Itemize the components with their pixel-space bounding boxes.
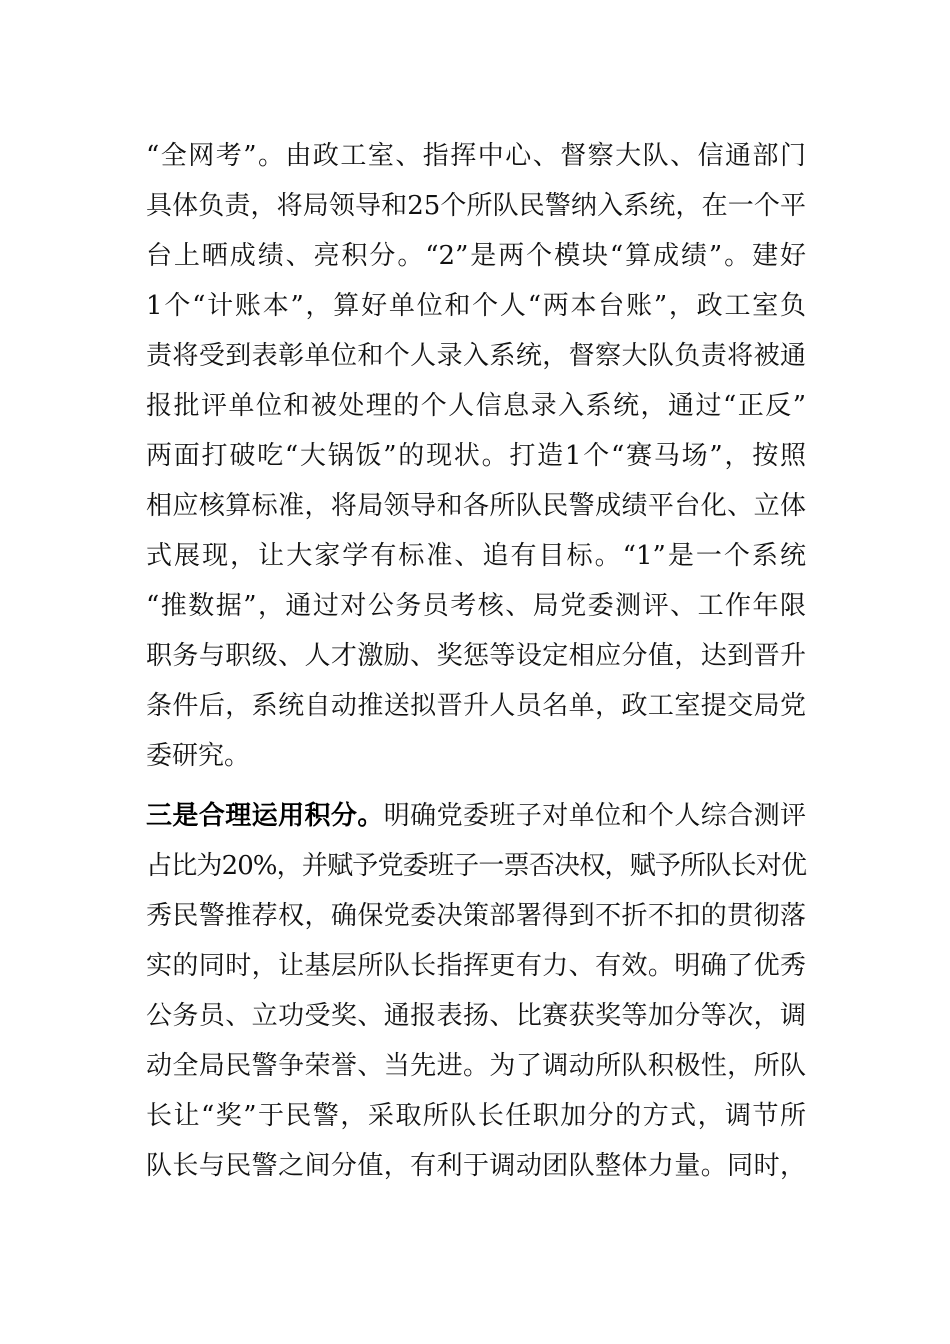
paragraph-2-line-1 [146, 791, 806, 841]
paragraph-1-line-9: 式展现，让大家学有标准、追有目标。“1”是一个系统 [146, 541, 806, 571]
paragraph-1-line-7: 两面打破吃“大锅饭”的现状。打造1个“赛马场”，按照 [146, 441, 806, 471]
paragraph-1-line-2: 具体负责，将局领导和25个所队民警纳入系统，在一个平 [146, 191, 806, 221]
paragraph-2-line-2: 占比为20%，并赋予党委班子一票否决权，赋予所队长对优 [146, 851, 806, 881]
paragraph-2-line-8: 队长与民警之间分值，有利于调动团队整体力量。同时， [146, 1151, 806, 1181]
paragraph-2-line-5: 公务员、立功受奖、通报表扬、比赛获奖等加分等次，调 [146, 1001, 806, 1031]
paragraph-1-line-1: “全网考”。由政工室、指挥中心、督察大队、信通部门 [146, 141, 806, 171]
paragraph-1-line-8: 相应核算标准，将局领导和各所队民警成绩平台化、立体 [146, 491, 806, 521]
paragraph-1-line-13: 委研究。 [146, 741, 251, 771]
paragraph-2-line-3: 秀民警推荐权，确保党委决策部署得到不折不扣的贯彻落 [146, 901, 806, 931]
paragraph-1-line-10: “推数据”，通过对公务员考核、局党委测评、工作年限 [146, 591, 806, 621]
paragraph-1-line-4: 1个“计账本”，算好单位和个人“两本台账”，政工室负 [146, 291, 806, 321]
section-heading: 三是合理运用积分。 [146, 801, 384, 831]
paragraph-1-line-3: 台上晒成绩、亮积分。“2”是两个模块“算成绩”。建好 [146, 241, 806, 271]
paragraph-2-line-4: 实的同时，让基层所队长指挥更有力、有效。明确了优秀 [146, 951, 806, 981]
paragraph-1-line-12: 条件后，系统自动推送拟晋升人员名单，政工室提交局党 [146, 691, 806, 721]
paragraph-1-line-11: 职务与职级、人才激励、奖惩等设定相应分值，达到晋升 [146, 641, 806, 671]
paragraph-1-line-6: 报批评单位和被处理的个人信息录入系统，通过“正反” [146, 391, 806, 421]
paragraph-2-line-6: 动全局民警争荣誉、当先进。为了调动所队积极性，所队 [146, 1051, 806, 1081]
paragraph-2-line-1-text: 明确党委班子对单位和个人综合测评 [383, 801, 806, 831]
paragraph-2-line-7: 长让“奖”于民警，采取所队长任职加分的方式，调节所 [146, 1101, 806, 1131]
paragraph-1-line-5: 责将受到表彰单位和个人录入系统，督察大队负责将被通 [146, 341, 806, 371]
